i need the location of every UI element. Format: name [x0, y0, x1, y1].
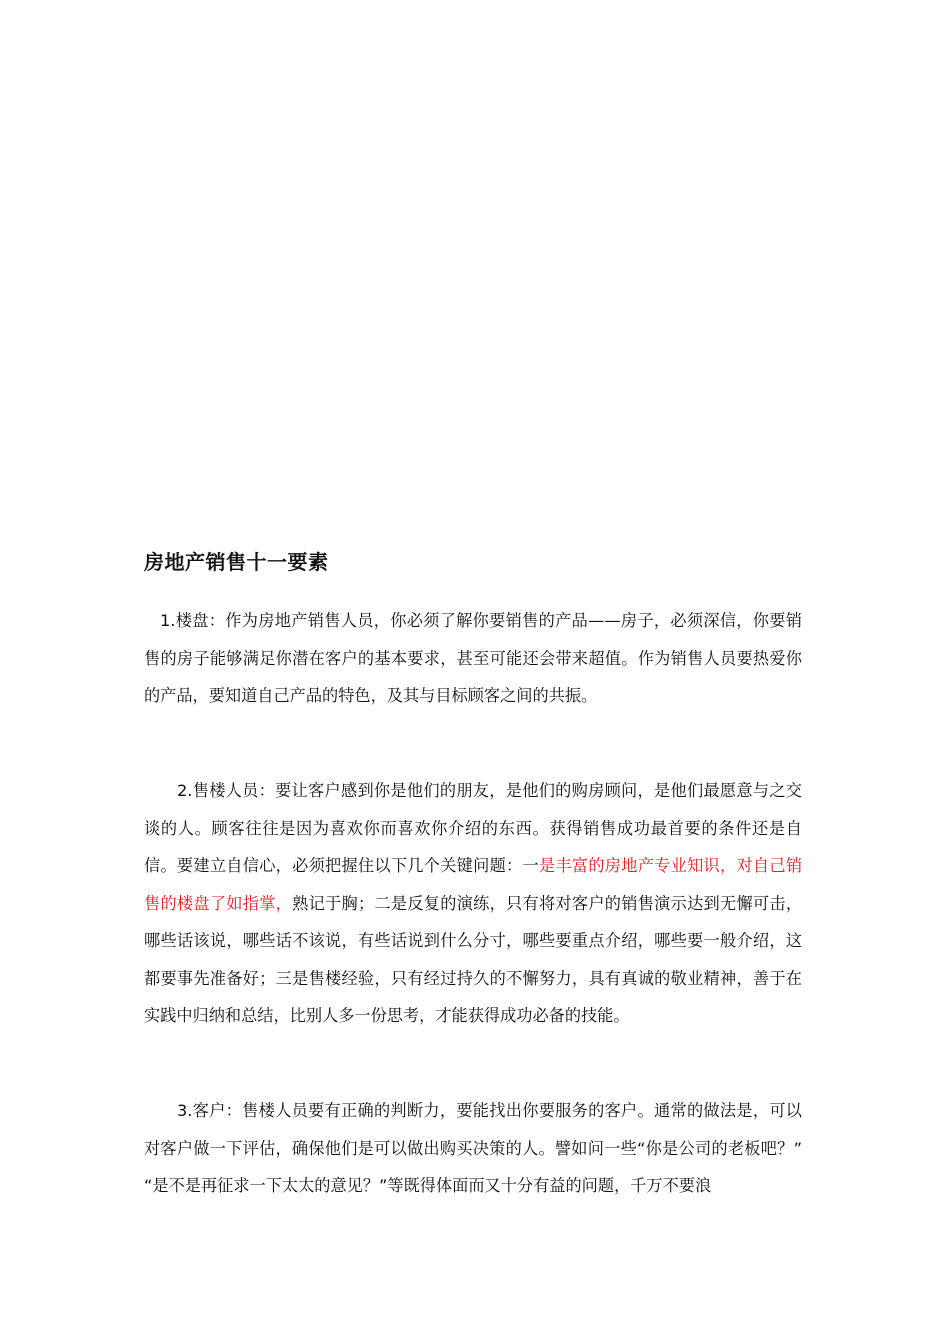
paragraph-3: [144, 1092, 802, 1205]
paragraph-3-text: 3.客户：售楼人员要有正确的判断力，要能找出你要服务的客户。通常的做法是，可以对客户做一下评估，确保他们是可以做出购买决策的人。譬如问一些“你是公司的老板吧？” “是不是再征求一下太太的意见？”等既得体面而又十分有益的问题，千万不要浪: [144, 1101, 802, 1195]
paragraph-2-text: 2.售楼人员：要让客户感到你是他们的朋友，是他们的购房顾问，是他们最愿意与之交谈的人。顾客往往是因为喜欢你而喜欢你介绍的东西。获得销售成功最首要的条件还是自信。要建立自信心，必须把握住以下几个关键问题：一: [144, 781, 802, 875]
document-title: 房地产销售十一要素: [144, 550, 329, 574]
paragraph-2: [144, 772, 802, 1035]
paragraph-2-text-after: 熟记于胸；二是反复的演练，只有将对客户的销售演示达到无懈可击，哪些话该说，哪些话不该说，有些话说到什么分寸，哪些要重点介绍，哪些要一般介绍，这都要事先准备好；三是售楼经验，只有经过持久的不懈努力，具有真诚的敬业精神，善于在实践中归纳和总结，比别人多一份思考，才能获得成功必备的技能。: [144, 893, 803, 1025]
paragraph-1: [144, 602, 802, 715]
paragraph-2-highlight: 是丰富的房地产专业知识，对自己销售的楼盘了如指掌，: [144, 856, 803, 913]
paragraph-1-text: 1.楼盘：作为房地产销售人员，你必须了解你要销售的产品——房子，必须深信，你要销售的房子能够满足你潜在客户的基本要求，甚至可能还会带来超值。作为销售人员要热爱你的产品，要知道自己产品的特色，及其与目标顾客之间的共振。: [144, 611, 802, 705]
